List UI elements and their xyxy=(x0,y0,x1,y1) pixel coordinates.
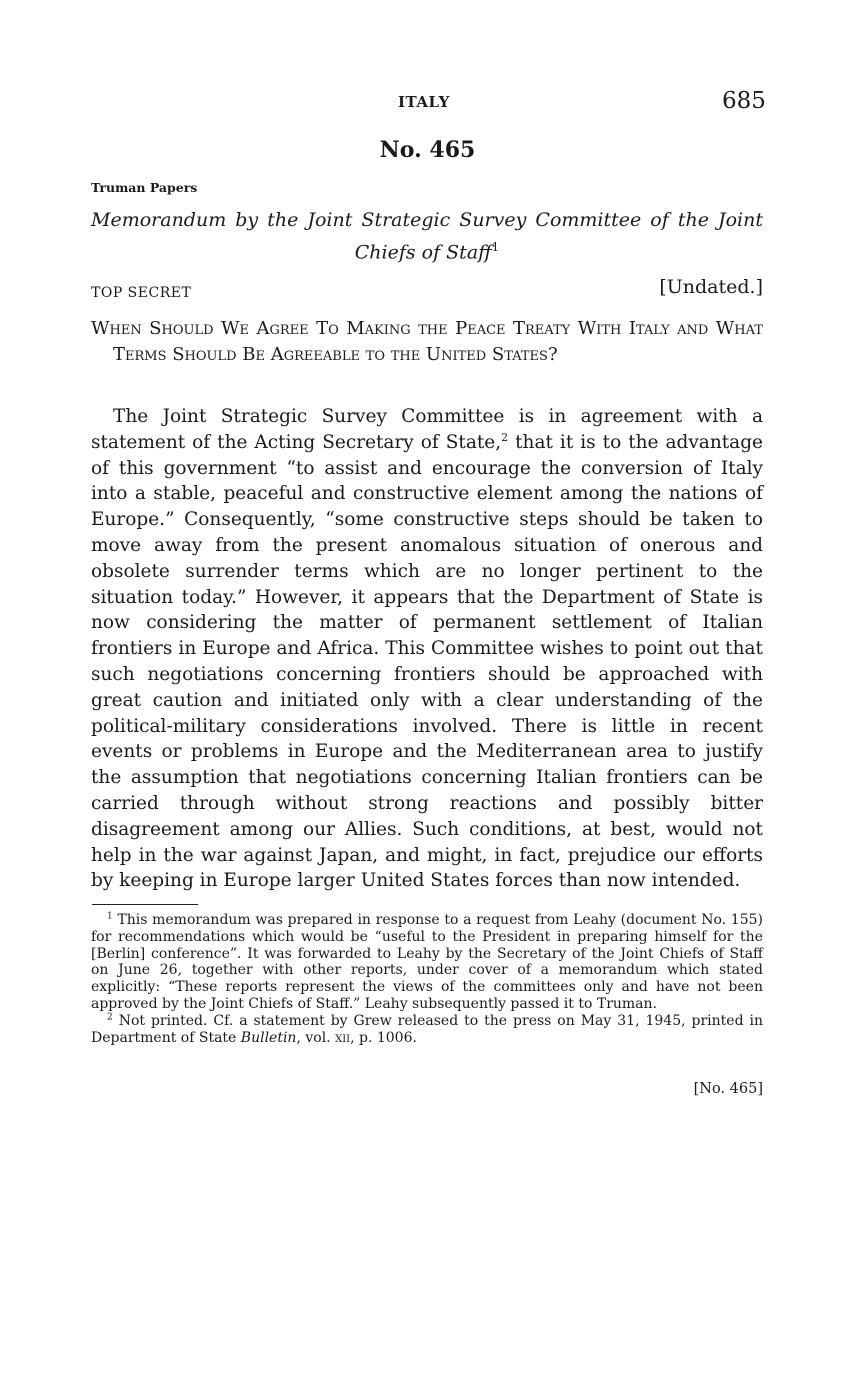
document-title xyxy=(91,207,763,266)
source-line: Truman Papers xyxy=(91,180,198,195)
footer-doc-ref: [No. 465] xyxy=(693,1081,763,1097)
footnote-ref-2: 2 xyxy=(501,430,509,444)
footnote-2-text-c: , p. 1006. xyxy=(350,1029,417,1046)
body-text-a: The Joint Strategic Survey Committee is in agreement with a statement of the Acting Secretary of State, xyxy=(91,406,763,453)
footnote-2-mark: 2 xyxy=(107,1012,113,1023)
footnote-1 xyxy=(91,912,763,1013)
document-number: No. 465 xyxy=(379,137,476,163)
footnote-2-title: Bulletin xyxy=(240,1029,297,1046)
document-title-text: Memorandum by the Joint Strategic Survey Committee of the Joint Chiefs of Staff xyxy=(91,209,763,264)
footnote-2-volume: xii xyxy=(335,1029,351,1046)
date-note: [Undated.] xyxy=(659,276,763,298)
page-number: 685 xyxy=(722,88,766,114)
footnote-2-text-a: Not printed. Cf. a statement by Grew released to the press on May 31, 1945, printed in Department of State xyxy=(91,1012,763,1046)
footnote-1-text: This memorandum was prepared in response to a request from Leahy (document No. 155) for recommendations which would be “useful to the President in preparing himself for the [Berlin] conference”. It was forwarded to Leahy by the Secretary of the Joint Chiefs of Staff on June 26, together with other reports, under cover of a memorandum which stated explicitly: “These reports represent the views of the committees only and have not been approved by the Joint Chiefs of Staff.” Leahy subsequently passed it to Truman. xyxy=(91,912,763,1012)
footnote-divider xyxy=(92,904,198,905)
body-paragraph xyxy=(91,404,763,894)
section-heading: When Should We Agree To Making the Peace Treaty With Italy and What Terms Should Be Agreeable to the United States? xyxy=(91,318,763,365)
footnote-ref-1: 1 xyxy=(491,240,500,254)
footnote-1-mark: 1 xyxy=(107,911,113,922)
footnotes xyxy=(91,912,763,1046)
body-text-b: that it is to the advantage of this government “to assist and encourage the conversion of Italy into a stable, peaceful and constructive element among the nations of Europe.” Consequently, “some constructive steps should be taken to move away from the present anomalous situation of onerous and obsolete surrender terms which are no longer pertinent to the situation today.” However, it appears that the Department of State is now considering the matter of permanent settlement of Italian frontiers in Europe and Africa. This Committee wishes to point out that such negotiations concerning frontiers should be approached with great caution and initiated only with a clear understanding of the political-military considerations involved. There is little in recent events or problems in Europe and the Mediterranean area to justify the assumption that negotiations concerning Italian frontiers can be carried through without strong reactions and possibly bitter disagreement among our Allies. Such conditions, at best, would not help in the war against Japan, and might, in fact, prejudice our efforts by keeping in Europe larger United States forces than now intended. xyxy=(91,431,763,892)
footnote-2 xyxy=(91,1013,763,1047)
running-head: ITALY xyxy=(398,93,450,111)
classification: TOP SECRET xyxy=(91,285,192,301)
footnote-2-text-b: , vol. xyxy=(296,1029,336,1046)
